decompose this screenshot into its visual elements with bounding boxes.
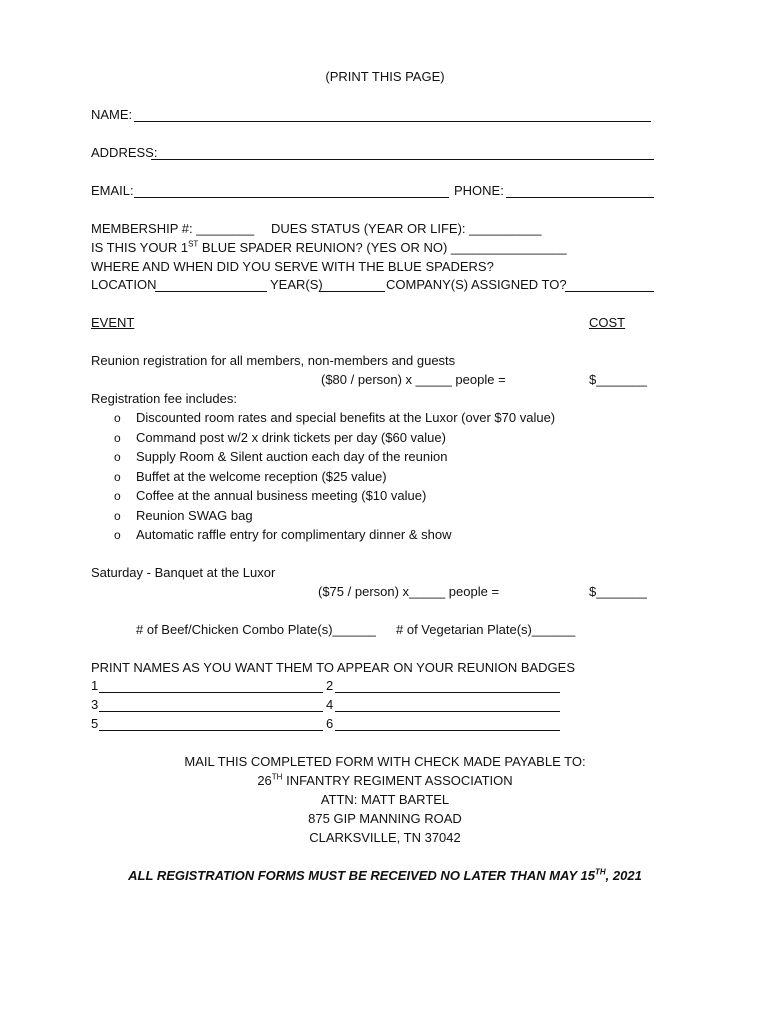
badge-name-field-6[interactable] bbox=[335, 730, 560, 731]
registration-price-line[interactable]: ($80 / person) x _____ people = bbox=[321, 372, 506, 387]
deadline-superscript: TH bbox=[595, 867, 606, 877]
address-field[interactable] bbox=[151, 159, 654, 160]
bullet-icon: o bbox=[114, 509, 121, 523]
list-item: Coffee at the annual business meeting ($10 value) bbox=[136, 488, 427, 503]
bullet-icon: o bbox=[114, 431, 121, 445]
list-item: Command post w/2 x drink tickets per day ($60 value) bbox=[136, 430, 446, 445]
banquet-title: Saturday - Banquet at the Luxor bbox=[91, 565, 276, 580]
list-item: Supply Room & Silent auction each day of the reunion bbox=[136, 449, 448, 464]
mailing-city: CLARKSVILLE, TN 37042 bbox=[309, 830, 461, 845]
first-reunion-text-rest: BLUE SPADER REUNION? (YES OR NO) ________________ bbox=[198, 240, 567, 255]
mailing-attn: ATTN: MATT BARTEL bbox=[320, 792, 450, 807]
banquet-cost[interactable]: $_______ bbox=[589, 584, 647, 599]
company-field[interactable] bbox=[565, 291, 654, 292]
registration-cost[interactable]: $_______ bbox=[589, 372, 647, 387]
event-header: EVENT bbox=[91, 315, 135, 330]
badge-name-field-3[interactable] bbox=[99, 711, 323, 712]
org-superscript: TH bbox=[271, 772, 283, 782]
vegetarian-plates-field[interactable]: # of Vegetarian Plate(s)______ bbox=[396, 622, 576, 637]
phone-label: PHONE: bbox=[454, 183, 504, 198]
bullet-icon: o bbox=[114, 450, 121, 464]
name-field[interactable] bbox=[134, 121, 651, 122]
beef-chicken-plates-field[interactable]: # of Beef/Chicken Combo Plate(s)______ bbox=[136, 622, 376, 637]
mailing-instruction: MAIL THIS COMPLETED FORM WITH CHECK MADE PAYABLE TO: bbox=[184, 754, 586, 769]
badge-name-field-1[interactable] bbox=[99, 692, 323, 693]
list-item: Automatic raffle entry for complimentary dinner & show bbox=[136, 527, 452, 542]
badge-number: 4 bbox=[326, 697, 334, 712]
badge-number: 6 bbox=[326, 716, 334, 731]
badge-instruction: PRINT NAMES AS YOU WANT THEM TO APPEAR ON YOUR REUNION BADGES bbox=[91, 660, 575, 675]
list-item: Buffet at the welcome reception ($25 value) bbox=[136, 469, 387, 484]
served-question: WHERE AND WHEN DID YOU SERVE WITH THE BLUE SPADERS? bbox=[91, 259, 494, 274]
location-label: LOCATION bbox=[91, 277, 157, 292]
print-this-page-label: (PRINT THIS PAGE) bbox=[325, 69, 445, 84]
badge-name-field-4[interactable] bbox=[335, 711, 560, 712]
registration-title: Reunion registration for all members, non-members and guests bbox=[91, 353, 456, 368]
org-number: 26 bbox=[257, 773, 272, 788]
location-field[interactable] bbox=[155, 291, 267, 292]
phone-field[interactable] bbox=[506, 197, 654, 198]
mailing-organization bbox=[0, 773, 770, 789]
banquet-price-line[interactable]: ($75 / person) x_____ people = bbox=[318, 584, 500, 599]
bullet-icon: o bbox=[114, 470, 121, 484]
first-reunion-text: IS THIS YOUR 1 bbox=[91, 240, 189, 255]
membership-number-field[interactable]: MEMBERSHIP #: ________ bbox=[91, 221, 255, 236]
bullet-icon: o bbox=[114, 528, 121, 542]
first-reunion-question[interactable] bbox=[91, 240, 567, 256]
list-item: Reunion SWAG bag bbox=[136, 508, 253, 523]
org-name: INFANTRY REGIMENT ASSOCIATION bbox=[282, 773, 513, 788]
badge-name-field-2[interactable] bbox=[335, 692, 560, 693]
first-reunion-superscript: ST bbox=[188, 239, 199, 249]
year-field[interactable] bbox=[319, 291, 385, 292]
company-label: COMPANY(S) ASSIGNED TO? bbox=[386, 277, 567, 292]
deadline-text: ALL REGISTRATION FORMS MUST BE RECEIVED NO LATER THAN MAY 15 bbox=[128, 868, 595, 883]
address-label: ADDRESS: bbox=[91, 145, 158, 160]
badge-number: 3 bbox=[91, 697, 99, 712]
badge-number: 2 bbox=[326, 678, 334, 693]
badge-name-field-5[interactable] bbox=[99, 730, 323, 731]
year-label: YEAR(S) bbox=[270, 277, 323, 292]
bullet-icon: o bbox=[114, 489, 121, 503]
email-label: EMAIL: bbox=[91, 183, 134, 198]
badge-number: 1 bbox=[91, 678, 99, 693]
email-field[interactable] bbox=[134, 197, 449, 198]
name-label: NAME: bbox=[91, 107, 133, 122]
mailing-street: 875 GIP MANNING ROAD bbox=[308, 811, 462, 826]
includes-label: Registration fee includes: bbox=[91, 391, 237, 406]
deadline-year: , 2021 bbox=[605, 868, 642, 883]
list-item: Discounted room rates and special benefits at the Luxor (over $70 value) bbox=[136, 410, 556, 425]
bullet-icon: o bbox=[114, 411, 121, 425]
deadline-notice bbox=[0, 868, 770, 884]
badge-number: 5 bbox=[91, 716, 99, 731]
cost-header: COST bbox=[589, 315, 626, 330]
dues-status-field[interactable]: DUES STATUS (YEAR OR LIFE): __________ bbox=[271, 221, 542, 236]
